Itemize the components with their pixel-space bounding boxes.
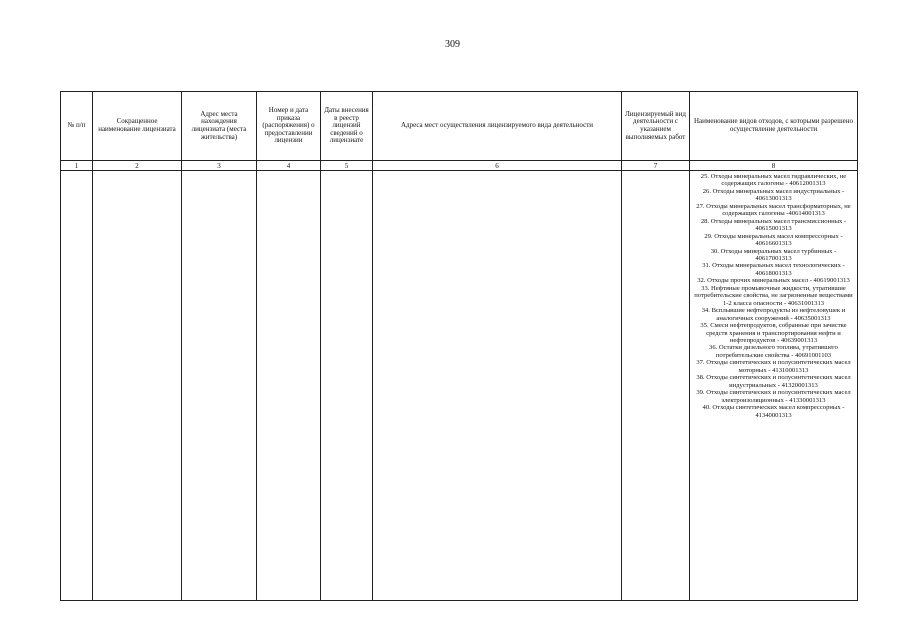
waste-type-item: 39. Отходы синтетических и полусинтетических масел электроизоляционных - 41330001313 (696, 389, 851, 404)
header-registry-dates: Даты внесения в реестр лицензий сведений о лицензиате (321, 92, 373, 161)
cell-licensee-address (182, 171, 257, 601)
waste-type-item: 32. Отходы прочих минеральных масел - 40619001313 (697, 277, 850, 285)
header-activity-addresses: Адреса мест осуществления лицензируемого вида деятельности (373, 92, 622, 161)
cell-waste-types (690, 171, 858, 601)
cell-activity-addresses (373, 171, 622, 601)
waste-type-item: 35. Смеси нефтепродуктов, собранные при зачистке средств хранения и транспортирования нефти и нефтепродуктов - 40639001313 (700, 322, 847, 344)
waste-type-item: 37. Отходы синтетических и полусинтетических масел моторных - 41310001313 (696, 359, 851, 374)
waste-type-item: 28. Отходы минеральных масел трансмиссионных - 40615001313 (700, 217, 847, 233)
column-number: 7 (622, 161, 690, 171)
column-number: 8 (690, 161, 858, 171)
cell-licensee-name (93, 171, 182, 601)
header-number: № п/п (61, 92, 93, 161)
waste-type-item: 27. Отходы минеральных масел трансформаторных, не содержащих галогены -40614001313 (696, 202, 851, 218)
column-number: 6 (373, 161, 622, 171)
header-waste-types: Наименование видов отходов, с которыми разрешено осуществление деятельности (690, 92, 858, 161)
waste-type-item: 30. Отходы минеральных масел турбинных - 40617001313 (710, 247, 837, 262)
header-licensee-address: Адрес места нахождения лицензиата (места жительства) (182, 92, 257, 161)
table-row (61, 171, 858, 601)
header-licensee-name: Сокращенное наименование лицензиата (93, 92, 182, 161)
column-number: 5 (321, 161, 373, 171)
waste-type-item: 31. Отходы минеральных масел технологических - 40618001313 (702, 262, 845, 277)
column-number-row (61, 161, 858, 171)
waste-type-item: 25. Отходы минеральных масел гидравлических, не содержащих галогены - 40612001313 (700, 173, 847, 188)
waste-type-item: 33. Нефтяные промывочные жидкости, утратившие потребительские свойства, не загрязненные веществами 1-2 класса опасности - 40631001313 (694, 284, 853, 307)
cell-licensed-activity (622, 171, 690, 601)
waste-type-item: 29. Отходы минеральных масел компрессорных - 40616601313 (704, 232, 843, 248)
header-licensed-activity: Лицензируемый вид деятельности с указанием выполняемых работ (622, 92, 690, 161)
column-number: 3 (182, 161, 257, 171)
cell-order-number-date (257, 171, 321, 601)
header-row (61, 92, 858, 161)
waste-type-item: 26. Отходы минеральных масел индустриальных - 40613001313 (702, 187, 845, 203)
column-number: 4 (257, 161, 321, 171)
waste-type-item: 40. Отходы синтетических масел компрессорных - 41340001313 (702, 404, 845, 419)
cell-registry-dates (321, 171, 373, 601)
license-registry-table (60, 91, 858, 601)
column-number: 2 (93, 161, 182, 171)
waste-type-item: 38. Отходы синтетических и полусинтетических масел индустриальных - 41320001313 (696, 374, 851, 389)
waste-type-item: 36. Остатки дизельного топлива, утратившего потребительские свойства - 40691001103 (709, 344, 838, 359)
cell-number (61, 171, 93, 601)
column-number: 1 (61, 161, 93, 171)
waste-type-item: 34. Всплывшие нефтепродукты из нефтеловушек и аналогичных сооружений - 40635001313 (701, 307, 846, 322)
page-number: 309 (445, 39, 460, 50)
header-order-number-date: Номер и дата приказа (распоряжения) о предоставлении лицензии (257, 92, 321, 161)
